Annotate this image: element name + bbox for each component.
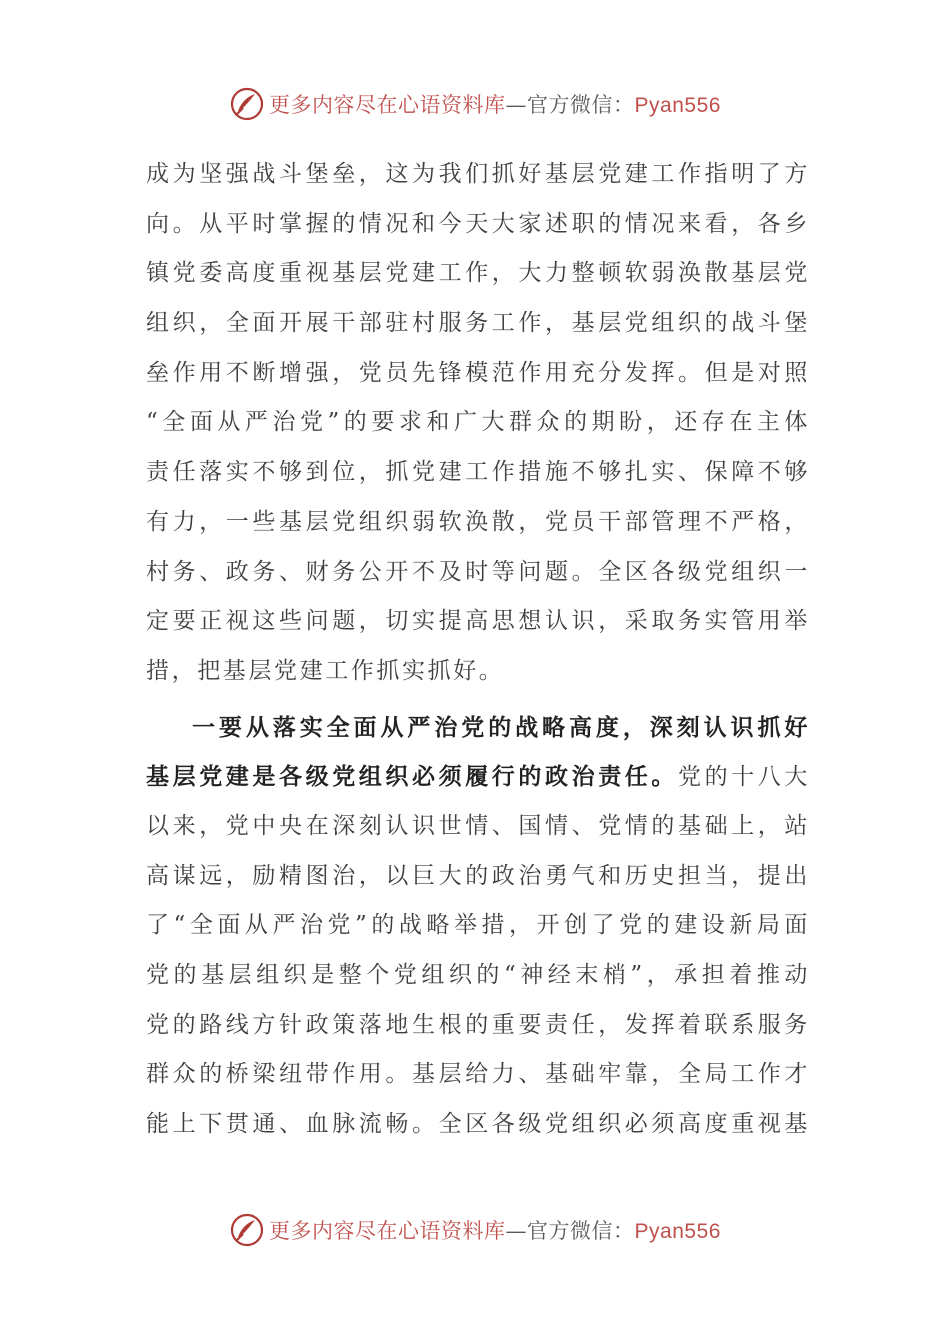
text-line: 责任落实不够到位，抓党建工作措施不够扎实、保障不够: [146, 459, 810, 486]
text-line: 高谋远，励精图治，以巨大的政治勇气和历史担当，提出: [146, 862, 810, 889]
watermark-banner-top: [0, 84, 950, 124]
text-line: 党的路线方针政策落地生根的重要责任，发挥着联系服务: [146, 1011, 810, 1038]
pen-logo-icon: [229, 86, 265, 122]
text-line: 以来，党中央在深刻认识世情、国情、党情的基础上，站: [146, 812, 810, 839]
watermark-banner-bottom: [0, 1210, 950, 1250]
text-line: 党的基层组织是整个党组织的“神经末梢”，承担着推动: [146, 962, 810, 988]
text-line: 村务、政务、财务公开不及时等问题。全区各级党组织一: [146, 558, 810, 585]
text-line: “全面从严治党”的要求和广大群众的期盼，还存在主体: [146, 409, 810, 436]
text-line: 垒作用不断增强，党员先锋模范作用充分发挥。但是对照: [146, 359, 810, 386]
watermark-text: 更多内容尽在心语资料库—官方微信：Pyan556: [269, 1219, 721, 1243]
text-line: 定要正视这些问题，切实提高思想认识，采取务实管用举: [146, 608, 810, 635]
text-line: 了“全面从严治党”的战略举措，开创了党的建设新局面: [146, 912, 810, 939]
text-span: 党的十八大: [678, 764, 810, 791]
text-line: 镇党委高度重视基层党建工作，大力整顿软弱涣散基层党: [146, 260, 810, 287]
text-line: 能上下贯通、血脉流畅。全区各级党组织必须高度重视基: [146, 1111, 810, 1138]
mixed-line: [146, 752, 810, 802]
watermark-text: 更多内容尽在心语资料库—官方微信：Pyan556: [269, 93, 721, 117]
bold-heading-line: [146, 703, 810, 753]
text-line: 向。从平时掌握的情况和今天大家述职的情况来看，各乡: [146, 210, 810, 237]
text-line: 有力，一些基层党组织弱软涣散，党员干部管理不严格，: [146, 508, 810, 535]
document-body: [146, 150, 810, 1150]
text-line: 组织，全面开展干部驻村服务工作，基层党组织的战斗堡: [146, 310, 810, 337]
text-line: 成为坚强战斗堡垒，这为我们抓好基层党建工作指明了方: [146, 161, 810, 187]
pen-logo-icon: [229, 1212, 265, 1248]
text-line: 措，把基层党建工作抓实抓好。: [146, 657, 505, 684]
bold-heading-text: 基层党建是各级党组织必须履行的政治责任。: [146, 763, 678, 791]
text-line: 群众的桥梁纽带作用。基层给力、基础牢靠，全局工作才: [146, 1061, 810, 1088]
bold-heading-text: 一要从落实全面从严治党的战略高度，深刻认识抓好: [192, 713, 810, 741]
